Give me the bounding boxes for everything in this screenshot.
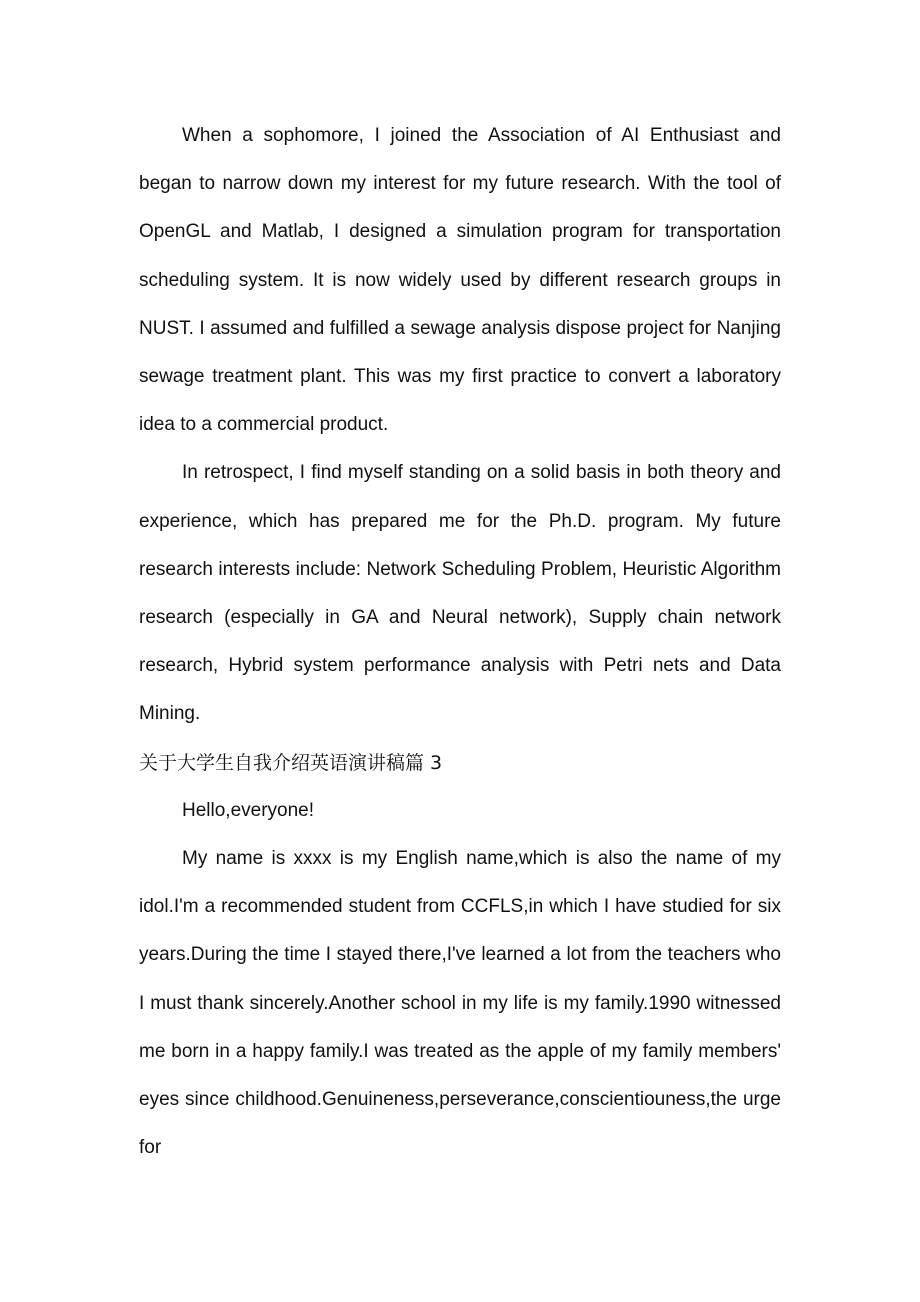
document-body bbox=[139, 112, 781, 1172]
paragraph-sophomore-research: When a sophomore, I joined the Association of AI Enthusiast and began to narrow down my interest for my future research. With the tool of OpenGL and Matlab, I designed a simulation program for transportation scheduling system. It is now widely used by different research groups in NUST. I assumed and fulfilled a sewage analysis dispose project for Nanjing sewage treatment plant. This was my first practice to convert a laboratory idea to a commercial product. bbox=[139, 125, 781, 436]
paragraph-greeting: Hello,everyone! bbox=[182, 799, 315, 821]
paragraph-introduction: My name is xxxx is my English name,which is also the name of my idol.I'm a recommended student from CCFLS,in which I have studied for six years.During the time I stayed there,I've learned a lot from the teachers who I must thank sincerely.Another school in my life is my family.1990 witnessed me born in a happy family.I was treated as the apple of my family members' eyes since childhood.Genuineness,perseverance,conscientiouness,the urge for bbox=[139, 848, 781, 1159]
section-heading: 关于大学生自我介绍英语演讲稿篇 3 bbox=[139, 751, 443, 774]
paragraph-retrospect: In retrospect, I find myself standing on a solid basis in both theory and experience, which has prepared me for the Ph.D. program. My future research interests include: Network Scheduling Problem, Heuristic Algorithm research (especially in GA and Neural network), Supply chain network research, Hybrid system performance analysis with Petri nets and Data Mining. bbox=[139, 462, 781, 725]
